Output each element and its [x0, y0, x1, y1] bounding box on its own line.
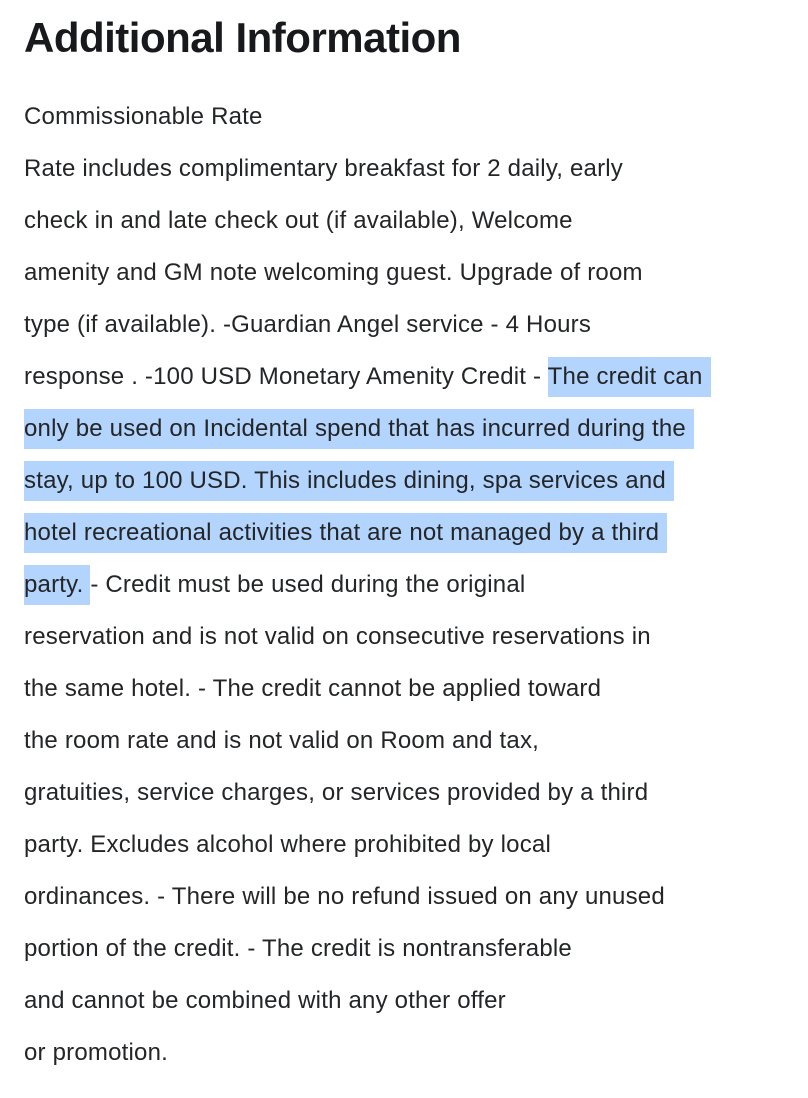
text-segment: - Credit must be used during the original [90, 571, 526, 598]
text-line [24, 299, 792, 351]
selected-text-segment: stay, up to 100 USD. This includes dining, spa services and [24, 461, 674, 501]
text-segment: type (if available). -Guardian Angel service - 4 Hours [24, 311, 592, 338]
text-segment: response . -100 USD Monetary Amenity Credit - [24, 363, 548, 390]
text-line [24, 767, 792, 819]
text-segment: the same hotel. - The credit cannot be applied toward [24, 675, 602, 702]
text-line [24, 143, 792, 195]
selected-text-segment: only be used on Incidental spend that has incurred during the [24, 409, 694, 449]
text-line [24, 923, 792, 975]
text-segment: check in and late check out (if available), Welcome [24, 207, 573, 234]
text-segment: ordinances. - There will be no refund issued on any unused [24, 883, 665, 910]
text-line [24, 975, 792, 1027]
text-line [24, 1027, 792, 1079]
text-line [24, 715, 792, 767]
text-line [24, 611, 792, 663]
selected-text-segment: The credit can [548, 357, 711, 397]
text-segment: Rate includes complimentary breakfast for 2 daily, early [24, 155, 624, 182]
text-line [24, 871, 792, 923]
text-segment: and cannot be combined with any other offer [24, 987, 506, 1014]
text-line [24, 455, 792, 507]
text-segment: the room rate and is not valid on Room and tax, [24, 727, 540, 754]
text-line [24, 195, 792, 247]
text-segment: portion of the credit. - The credit is nontransferable [24, 935, 572, 962]
selected-text-segment: party. [24, 565, 90, 605]
text-line [24, 403, 792, 455]
text-segment: gratuities, service charges, or services provided by a third [24, 779, 649, 806]
rate-description-text [24, 91, 792, 1079]
text-line [24, 351, 792, 403]
text-line [24, 663, 792, 715]
text-segment: or promotion. [24, 1039, 168, 1066]
text-segment: reservation and is not valid on consecutive reservations in [24, 623, 651, 650]
text-segment: Commissionable Rate [24, 103, 263, 130]
text-line [24, 819, 792, 871]
text-segment: party. Excludes alcohol where prohibited by local [24, 831, 551, 858]
text-line [24, 91, 792, 143]
page-title: Additional Information [24, 14, 461, 61]
text-line [24, 507, 792, 559]
text-line [24, 247, 792, 299]
selected-text-segment: hotel recreational activities that are not managed by a third [24, 513, 667, 553]
text-segment: amenity and GM note welcoming guest. Upgrade of room [24, 259, 643, 286]
text-line [24, 559, 792, 611]
